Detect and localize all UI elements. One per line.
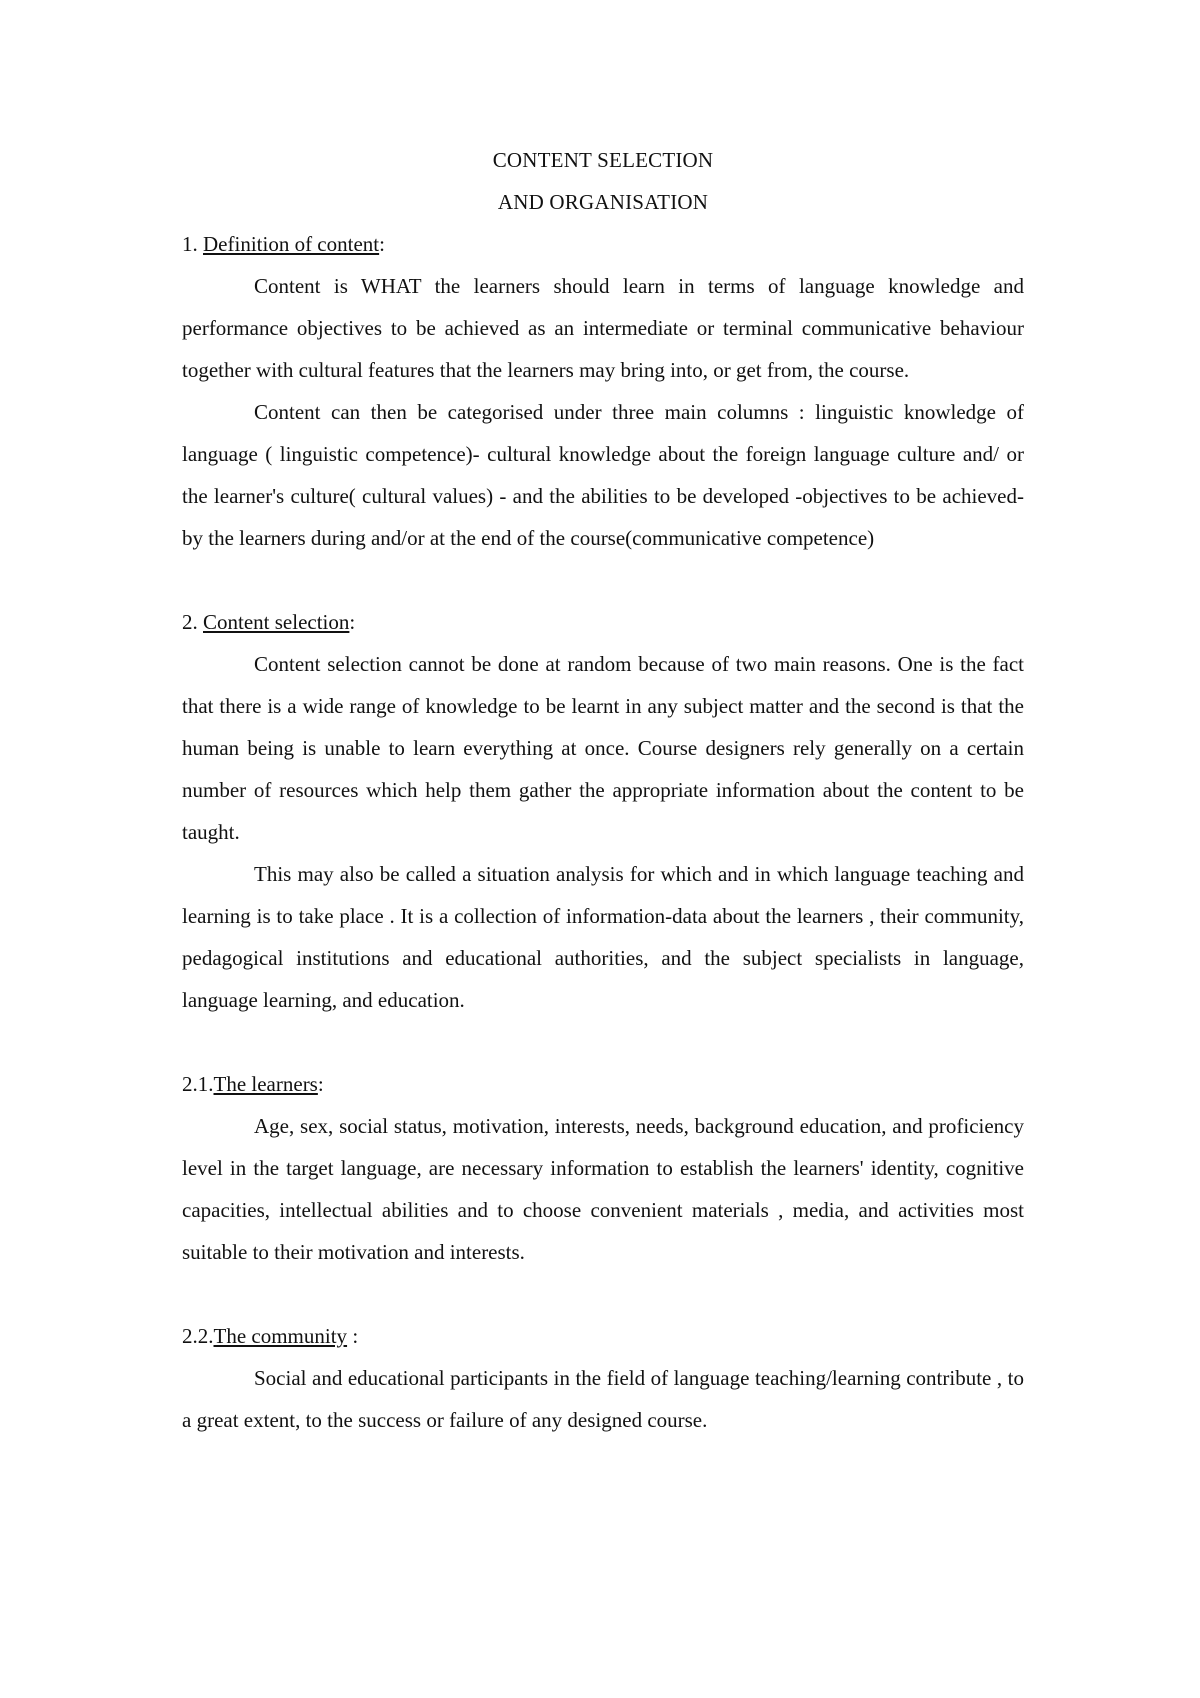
title-line-2: AND ORGANISATION	[497, 190, 709, 214]
section-colon: :	[317, 1072, 324, 1096]
section-heading-1	[182, 223, 1024, 265]
section-heading-2	[182, 601, 1024, 643]
section-colon: :	[347, 1324, 359, 1348]
section-number: 2.	[182, 610, 203, 634]
section-heading-2-1	[182, 1063, 1024, 1105]
paragraph: Social and educational participants in the field of language teaching/learning contribute , to a great extent, to the success or failure of any designed course.	[182, 1366, 1024, 1432]
paragraph: This may also be called a situation analysis for which and in which language teaching and learning is to take place . It is a collection of information-data about the learners , their community, pedagogical institutions and educational authorities, and the subject specialists in language, language learning, and education.	[182, 862, 1024, 1012]
section-number: 2.2.	[182, 1324, 214, 1348]
document-body	[182, 139, 1024, 1441]
paragraph: Content is WHAT the learners should learn in terms of language knowledge and performance objectives to be achieved as an intermediate or terminal communicative behaviour together with cultural features that the learners may bring into, or get from, the course.	[182, 274, 1024, 382]
section-colon: :	[379, 232, 385, 256]
section-title: Content selection	[203, 610, 350, 634]
section-number: 2.1.	[182, 1072, 214, 1096]
section-colon: :	[349, 610, 356, 634]
paragraph: Age, sex, social status, motivation, interests, needs, background education, and proficiency level in the target language, are necessary information to establish the learners' identity, cognitive capacities, intellectual abilities and to choose convenient materials , media, and activities most suitable to their motivation and interests.	[182, 1114, 1024, 1264]
section-title: The community	[213, 1324, 348, 1348]
spacer	[182, 1273, 1024, 1315]
spacer	[182, 1021, 1024, 1063]
section-title: Definition of content	[203, 232, 380, 256]
section-number: 1.	[182, 232, 203, 256]
spacer	[182, 559, 1024, 601]
title-line-1: CONTENT SELECTION	[492, 148, 714, 172]
paragraph: Content can then be categorised under three main columns : linguistic knowledge of language ( linguistic competence)- cultural knowledge about the foreign language culture and/ or the learner's culture( cultural values) - and the abilities to be developed -objectives to be achieved- by the learners during and/or at the end of the course(communicative competence)	[182, 400, 1024, 550]
section-title: The learners	[213, 1072, 318, 1096]
paragraph: Content selection cannot be done at random because of two main reasons. One is the fact that there is a wide range of knowledge to be learnt in any subject matter and the second is that the human being is unable to learn everything at once. Course designers rely generally on a certain number of resources which help them gather the appropriate information about the content to be taught.	[182, 652, 1024, 844]
section-heading-2-2	[182, 1315, 1024, 1357]
